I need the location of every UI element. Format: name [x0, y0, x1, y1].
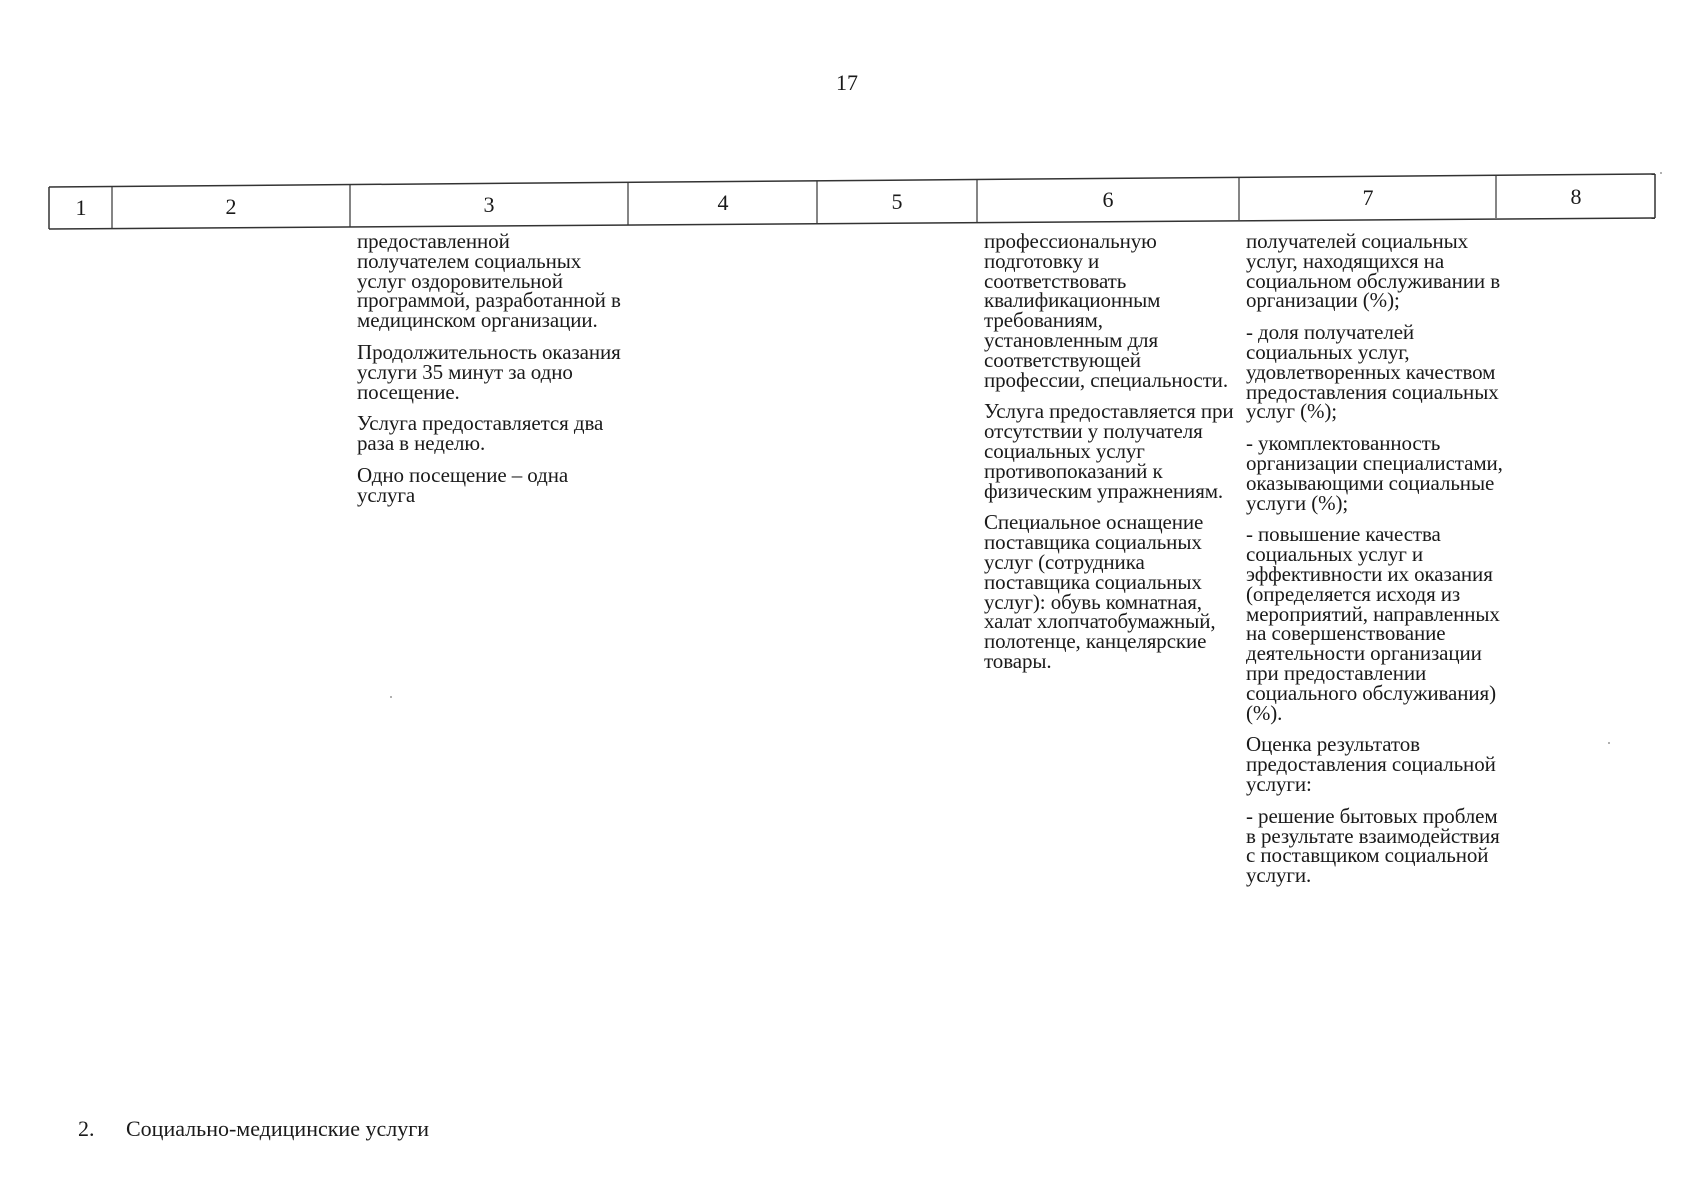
- column-7-cell: [1246, 229, 1508, 898]
- table-header-row: [0, 0, 1701, 240]
- column-6-paragraph: профессиональную подготовку и соответствовать квалификационным требованиям, установленным для соответствующей профессии, специальности.: [984, 229, 1228, 392]
- column-3-paragraph: Одно посещение – одна услуга: [357, 462, 569, 507]
- column-header-7: 7: [1362, 185, 1374, 210]
- column-header-2: 2: [225, 194, 237, 219]
- column-header-5: 5: [891, 189, 903, 214]
- page-number: 17: [836, 70, 858, 95]
- scan-speck: [1660, 172, 1662, 174]
- column-7-paragraph: - решение бытовых проблем в результате взаимодействия с поставщиком социальной услуги.: [1246, 803, 1500, 888]
- column-7-paragraph: получателей социальных услуг, находящихся на социальном обслуживании в организации (%);: [1246, 229, 1501, 313]
- column-header-3: 3: [483, 192, 495, 217]
- column-3-cell: [357, 229, 627, 518]
- column-6-cell: [984, 229, 1234, 684]
- section-heading: [78, 1116, 429, 1142]
- column-7-paragraph: Оценка результатов предоставления социальной услуги:: [1246, 732, 1496, 796]
- scan-speck: [390, 696, 392, 698]
- column-6-paragraph: Специальное оснащение поставщика социальных услуг (сотрудника поставщика социальных услуг): обувь комнатная, халат хлопчатобумажный, полотенце, канцелярские товары.: [984, 510, 1216, 673]
- column-header-6: 6: [1102, 187, 1114, 212]
- column-header-8: 8: [1570, 184, 1582, 209]
- column-header-4: 4: [717, 190, 729, 215]
- column-header-1: 1: [75, 195, 87, 220]
- column-3-paragraph: Продолжительность оказания услуги 35 минут за одно посещение.: [357, 339, 621, 404]
- scan-speck: [1608, 742, 1610, 744]
- column-3-paragraph: Услуга предоставляется два раза в неделю.: [357, 411, 604, 456]
- column-7-paragraph: - укомплектованность организации специалистами, оказывающими социальные услуги (%);: [1246, 431, 1503, 515]
- column-3-paragraph: предоставленной получателем социальных услуг оздоровительной программой, разработанной в медицинском организации.: [357, 229, 621, 333]
- column-6-paragraph: Услуга предоставляется при отсутствии у получателя социальных услуг противопоказаний к физическим упражнениям.: [984, 399, 1234, 503]
- section-title: Социально-медицинские услуги: [126, 1116, 430, 1141]
- section-number: 2.: [78, 1116, 95, 1141]
- table-header-grid: [0, 0, 1701, 240]
- column-7-paragraph: - повышение качества социальных услуг и эффективности их оказания (определяется исходя из мероприятий, направленных на совершенствование деятельности организации при предоставлении социального обслуживания) (%).: [1246, 522, 1500, 725]
- column-7-paragraph: - доля получателей социальных услуг, удовлетворенных качеством предоставления социальных услуг (%);: [1246, 320, 1499, 424]
